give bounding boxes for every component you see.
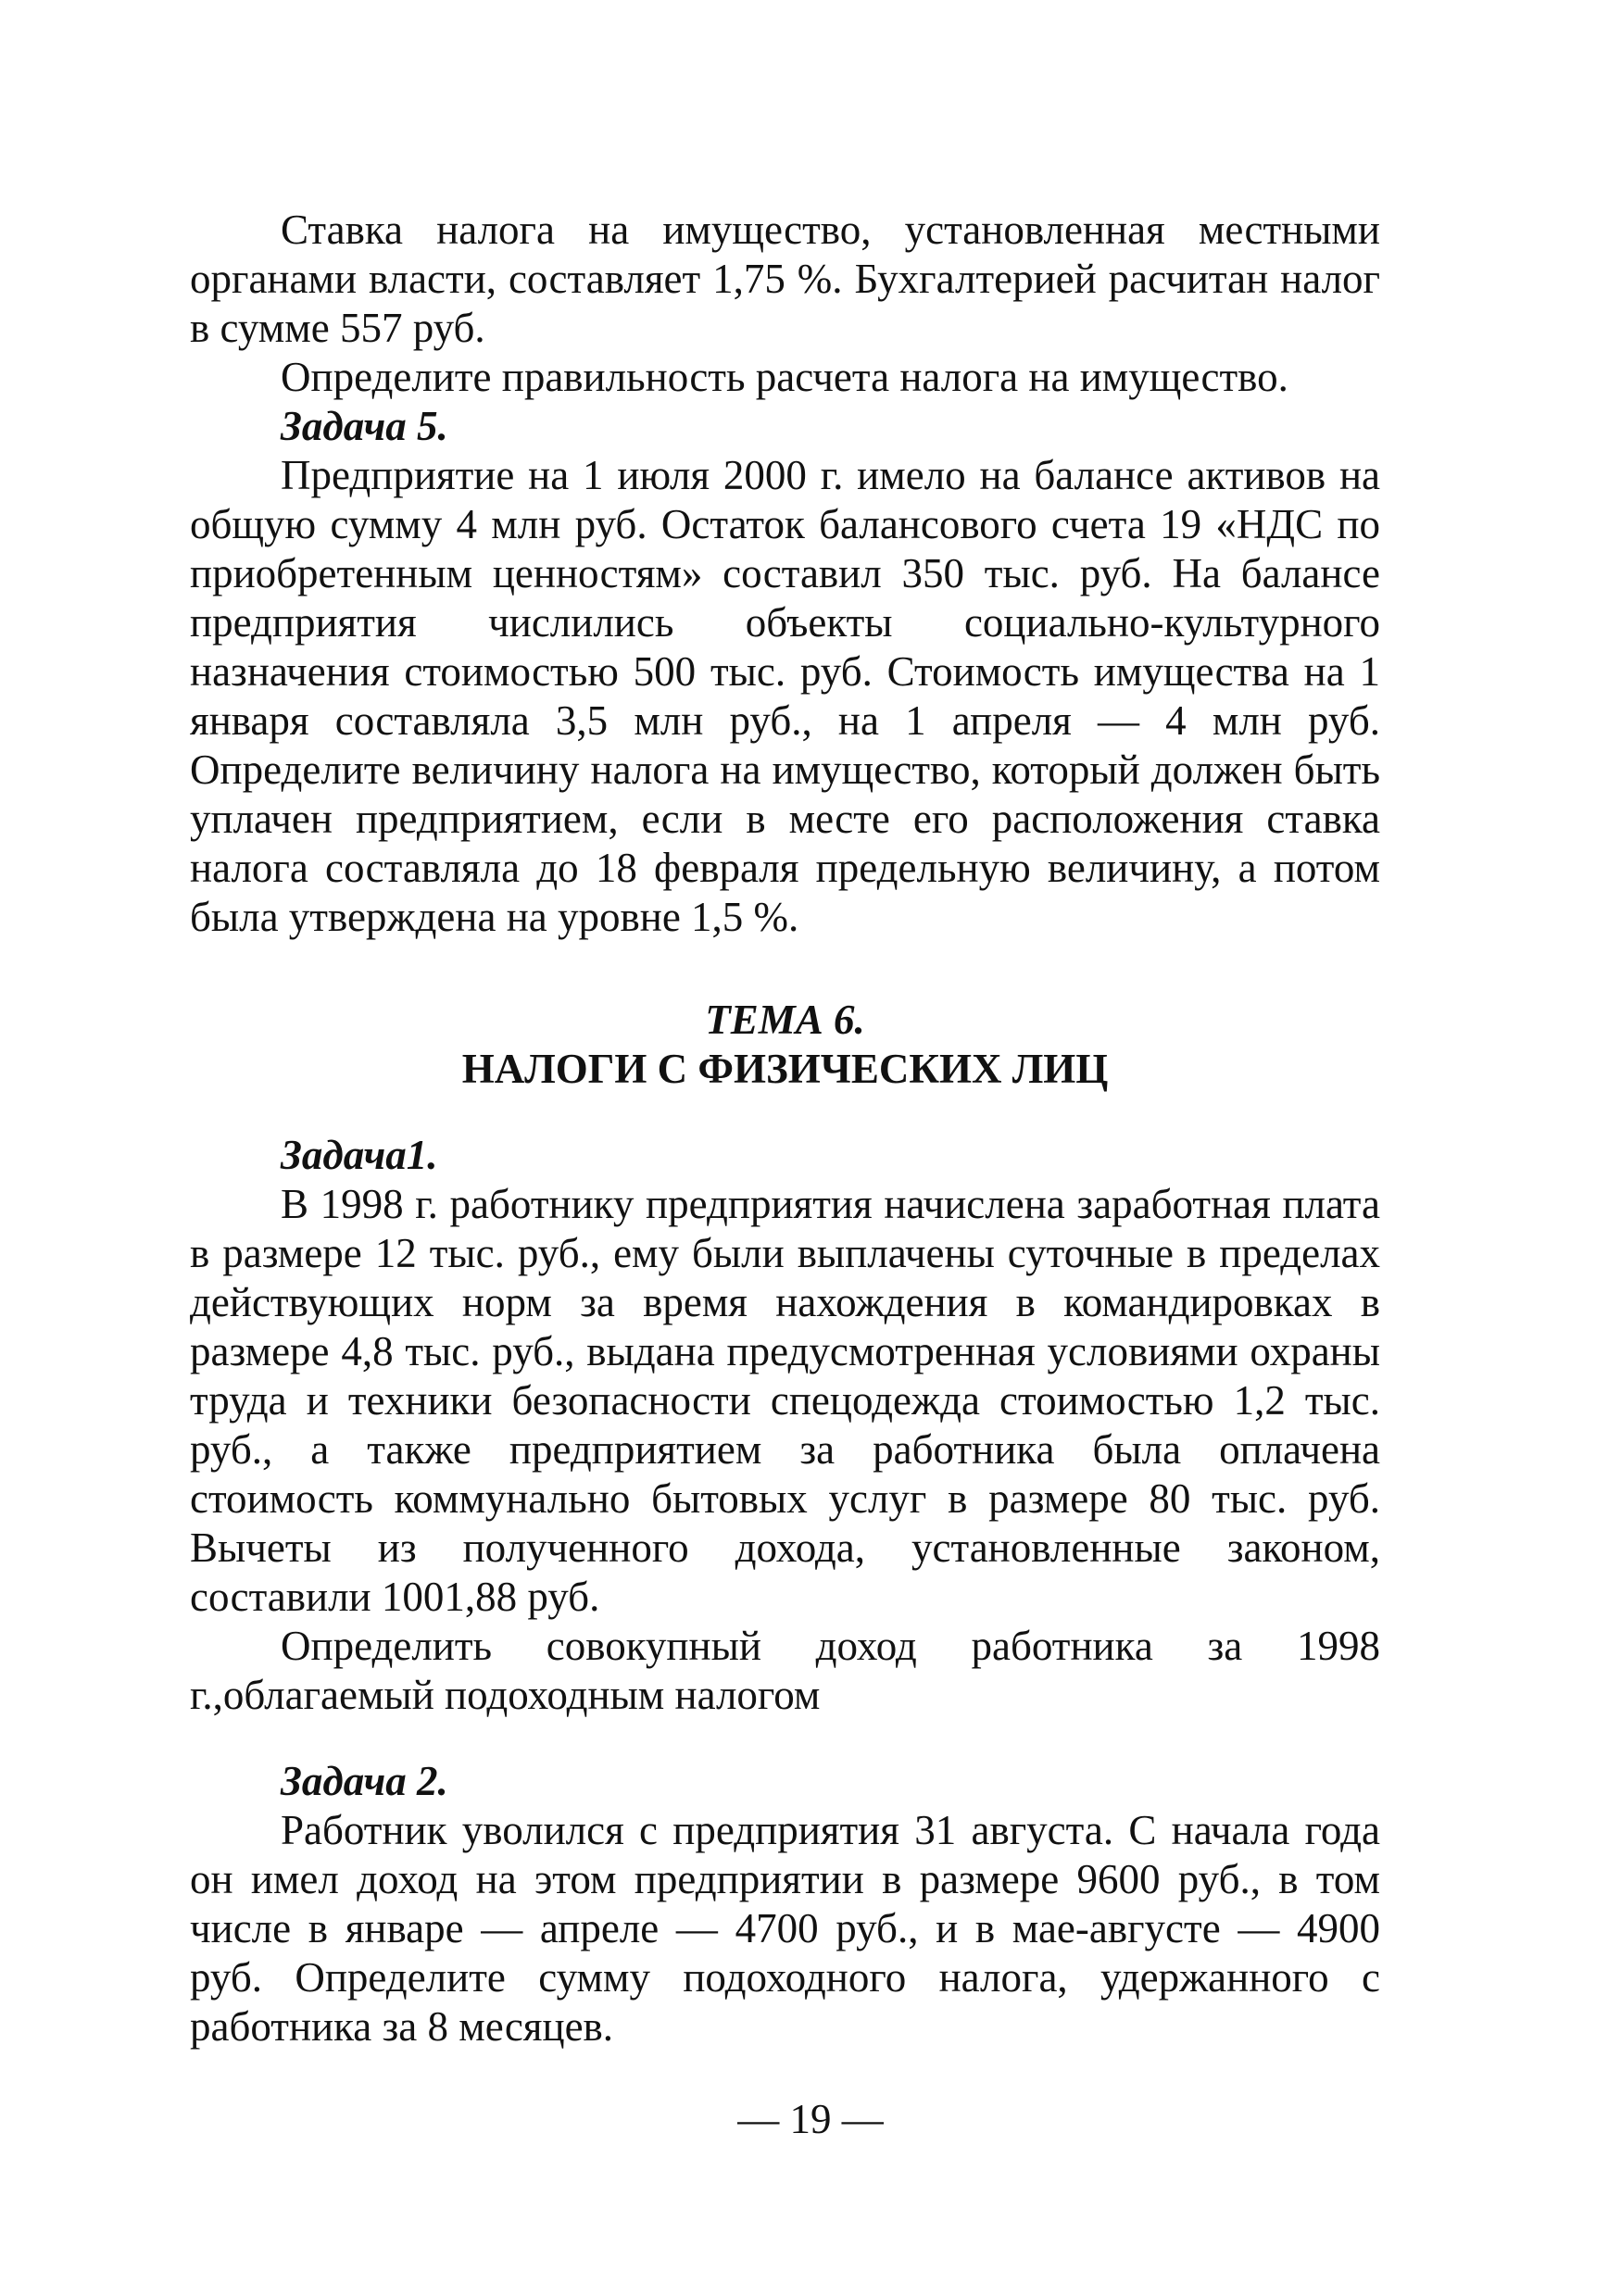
page-body (190, 206, 1380, 2051)
paragraph-determine-correctness: Определите правильность расчета налога на имущество. (281, 354, 1288, 400)
task-5-title: Задача 5. (281, 403, 448, 449)
task-1-title: Задача1. (281, 1132, 438, 1178)
task-5-text: Предприятие на 1 июля 2000 г. имело на балансе активов на общую сумму 4 млн руб. Остаток балансового счета 19 «НДС по приобретенным ценностям» составил 350 тыс. руб. На балансе предприятия числились объекты социально-культурного назначения стоимостью 500 тыс. руб. Стоимость имущества на 1 января составляла 3,5 млн руб., на 1 апреля — 4 млн руб. Определите величину налога на имущество, который должен быть уплачен предприятием, если в месте его расположения ставка налога составляла до 18 февраля предельную величину, а потом была утверждена на уровне 1,5 %. (190, 452, 1380, 940)
section-title: НАЛОГИ С ФИЗИЧЕСКИХ ЛИЦ (461, 1046, 1109, 1092)
paragraph-tax-rate: Ставка налога на имущество, установленная местными органами власти, составляет 1,75 %. Бухгалтерией расчитан налог в сумме 557 руб. (190, 207, 1380, 351)
section-theme-label: ТЕМА 6. (705, 997, 865, 1043)
task-1-question: Определить совокупный доход работника за 1998 г.,облагаемый подоходным налогом (190, 1623, 1380, 1718)
page-number: — 19 — (737, 2096, 884, 2142)
task-2-text: Работник уволился с предприятия 31 августа. С начала года он имел доход на этом предприятии в размере 9600 руб., в том числе в январе — апреле — 4700 руб., и в мае-августе — 4900 руб. Определите сумму подоходного налога, удержанного с работника за 8 месяцев. (190, 1807, 1380, 2050)
task-1-text: В 1998 г. работнику предприятия начислена заработная плата в размере 12 тыс. руб., ему были выплачены суточные в пределах действующих норм за время нахождения в командировках в размере 4,8 тыс. руб., выдана предусмотренная условиями охраны труда и техники безопасности спецодежда стоимостью 1,2 тыс. руб., а также предприятием за работника была оплачена стоимость коммунально бытовых услуг в размере 80 тыс. руб. Вычеты из полученного дохода, установленные законом, составили 1001,88 руб. (190, 1181, 1380, 1620)
task-2-title: Задача 2. (281, 1758, 448, 1804)
